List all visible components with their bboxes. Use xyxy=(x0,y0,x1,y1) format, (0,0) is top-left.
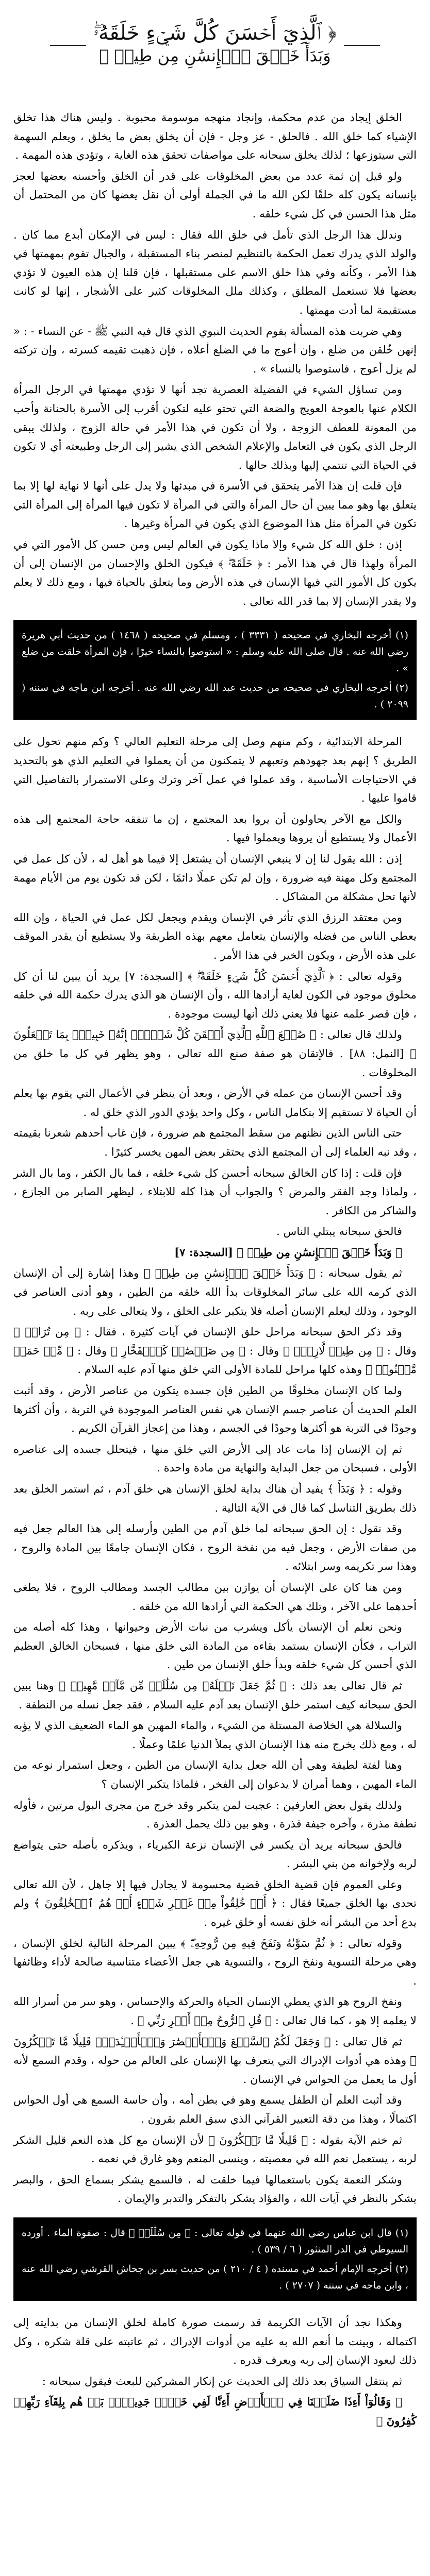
ayah-block: ﴿ وَبَدَأَ خَلۡقَ ٱلۡإِنسَٰنِ مِن طِينٖ ﴾ [السجدة: ٧] xyxy=(174,1245,402,1259)
paragraph: حتى الناس الذين نظنهم من سقط المجتمع هم ضرورة ، فإن غاب أحدهم شعرنا بقيمته ، وقد نبه العلماء إلى أن المجتمع الذي يحتقر بعض المهن يخسر كثيرًا . xyxy=(13,1126,417,1158)
paragraph: وقد أثبت العلم أن الطفل يسمع وهو في بطن أمه ، وأن حاسة السمع هي أول الحواس اكتمالًا ، وهذا من دقة التعبير القرآني الذي سبق العلم بقرون . xyxy=(13,2093,417,2125)
footnote: (٢) أخرجه البخاري في صحيحه من حديث عبد الله رضي الله عنه . أخرجه ابن ماجه في سننه ( ٢٠٩٩ ) . xyxy=(22,682,408,710)
paragraph: إذن : الله يقول لنا إن لا ينبغي الإنسان أن يشتغل إلا فيما هو أهل له ، لأن كل عمل في المجتمع وكل مهنة فيه ضرورة ، وإن لم تكن عملًا دائمًا ، لكن قد تكون يوم من الأيام مهمة لأنها تحل مشكلة من المشاكل . xyxy=(13,852,417,903)
paragraph: ومن هنا كان على الإنسان أن يوازن بين مطالب الجسد ومطالب الروح ، فلا يطغى أحدهما على الآخر ، وتلك هي الحكمة التي أرادها الله من خلقه . xyxy=(13,1580,417,1613)
paragraph: وشكر النعمة يكون باستعمالها فيما خلقت له ، فالسمع يشكر بسماع الحق ، والبصر يشكر بالنظر في آيات الله ، والفؤاد يشكر بالتفكر والتدبر والإيمان . xyxy=(13,2173,417,2205)
paragraph: وندلل هذا الرجل الذي تأمل في خلق الله فقال : ليس في الإمكان أبدع مما كان . والولد الذي يدرك تعمل الحكمة بالتنظيم لمنصر بناء المستقبلة ، والجبال تقوم بمهمتها في هذا الأمر ، وكأنه وفي هذا خلق الاسم على مستقبلها ، فإن قلنا إن هذه العيون لا تؤدي بعضها فلا تستعمل المطلق ، وكذلك ملل المخلوقات كثير على الأشجار ، إنها لو كانت مستقيمة لما أدت مهمتها . xyxy=(13,228,417,316)
paragraph: ولما كان الإنسان مخلوقًا من الطين فإن جسده يتكون من عناصر الأرض ، وقد أثبت العلم الحديث أن عناصر جسم الإنسان هي نفس العناصر الموجودة في التربة ، وأن أكثرها وجودًا في التربة هو أكثرها وجودًا في الجسم ، وهذا من إعجاز القرآن الكريم . xyxy=(13,1384,417,1435)
paragraph: وهنا لفتة لطيفة وهي أن الله جعل بداية الإنسان من الطين ، وجعل استمرار نوعه من الماء المهين ، وهما أمران لا يدعوان إلى الفخر ، فلماذا يتكبر الإنسان ؟ xyxy=(13,1758,417,1790)
paragraph: وقوله تعالى : ﴿ ٱلَّذِيٓ أَحۡسَنَ كُلَّ شَيۡءٍ خَلَقَهُۥۖ ﴾ [السجدة: ٧] يريد أن يبين لنا أن كل مخلوق موجود في الكون لغاية أرادها الله ، وأن الإنسان هو الذي يدرك حكمة الله في خلقه ، فإن قصر علمه عنها فلا يعني ذلك أنها ليست موجودة . xyxy=(13,969,417,1020)
header-ayah-line2: وَبَدَأَ خَلۡقَ ٱلۡإِنسَٰنِ مِن طِينٖ ﴾ xyxy=(99,46,331,65)
ayah-block: ﴿ وَقَالُوٓاْ أَءِذَا ضَلَلۡنَا فِي ٱلۡأَرۡضِ أَءِنَّا لَفِي خَلۡقٖ جَدِيدِۭۚ بَلۡ هُم بِلِقَآءِ رَبِّهِمۡ كَٰفِرُونَ ﴾ xyxy=(13,2395,417,2427)
paragraph: ثم قال تعالى : ﴿ وَجَعَلَ لَكُمُ ٱلسَّمۡعَ وَٱلۡأَبۡصَٰرَ وَٱلۡأَفۡـِٔدَةَۚ قَلِيلٗا مَّا تَشۡكُرُونَ ﴾ وهذه هي أدوات الإدراك التي يتعرف بها الإنسان على العالم من حوله ، وقدم السمع لأنه أول ما يعمل من الحواس في الإنسان . xyxy=(13,2035,417,2086)
paragraph: فالحق سبحانه يبتلي الناس . xyxy=(276,1225,402,1238)
paragraph: ولذلك قال تعالى : ﴿ صُنۡعَ ٱللَّهِ ٱلَّذِيٓ أَتۡقَنَ كُلَّ شَيۡءٍۚ إِنَّهُۥ خَبِيرُۢ بِمَا تَفۡعَلُونَ ﴾ [النمل: ٨٨] . فالإتقان هو صفة صنع الله تعالى ، وهو يظهر في كل ما خلق من المخلوقات . xyxy=(13,1028,417,1079)
paragraph: فالحق سبحانه يريد أن يكسر في الإنسان نزعة الكبرياء ، ويذكره بأصله حتى يتواضع لربه ولإخوانه من بني البشر . xyxy=(13,1838,417,1870)
paragraph: ثم ختم الآية بقوله : ﴿ قَلِيلٗا مَّا تَشۡكُرُونَ ﴾ لأن الإنسان مع كل هذه النعم قليل الشكر لربه ، يستعمل نعم الله في معصيته ، وينسى المنعم وهو غارق في نعمه . xyxy=(13,2133,417,2165)
paragraph: والكل مع الآخر يحاولون أن يروا بعد المجتمع ، إن ما تنفقه حاجة المجتمع إلى هذه الأعمال ولا يستطيع أن يروها ويعملوا فيها . xyxy=(13,812,417,844)
paragraph: وقد ذكر الحق سبحانه مراحل خلق الإنسان في آيات كثيرة ، فقال : ﴿ مِن تُرَابٖ ﴾ وقال : ﴿ مِن طِينٖ لَّازِبِۭ ﴾ وقال : ﴿ مِن صَلۡصَٰلٖ كَٱلۡفَخَّارِ ﴾ وقال : ﴿ مِّنۡ حَمَإٖ مَّسۡنُونٖ ﴾ وهذه كلها مراحل للمادة الأولى التي خلق منها آدم عليه السلام . xyxy=(13,1325,417,1376)
paragraph: ومن تساؤل الشيء في الفضيلة العصرية تجد أنها لا تؤدي مهمتها في الرجل المرأة الكلام عنها بالعوجة العويج والضعة التي تحتو عليه لتكون أقرب إلى الأسرة بالحنانة وأحب من المعونة للعطف الزوجة ، ولا أن تكون في هذا الأمر في حالة الزوج ، ولذلك يبقى الرجل الذي يكون في التعامل والإعلام الشخص الذي يشير إلى الرجل وطبيعته أي لا تكون في الحياة التي تنتمي إليها وبذلك حالها . xyxy=(13,383,417,471)
page-body xyxy=(13,108,417,2576)
paragraph: ثم قال تعالى بعد ذلك : ﴿ ثُمَّ جَعَلَ نَسۡلَهُۥ مِن سُلَٰلَةٖ مِّن مَّآءٖ مَّهِينٖ ﴾ وهنا يبين الحق سبحانه كيف استمر خلق الإنسان بعد آدم عليه السلام ، فقد جعل نسله من النطفة . xyxy=(13,1679,417,1711)
paragraph: ولذلك يقول بعض العارفين : عجبت لمن يتكبر وقد خرج من مجرى البول مرتين ، فأوله نطفة مذرة ، وآخره جيفة قذرة ، وهو بين ذلك يحمل العذرة . xyxy=(13,1798,417,1831)
paragraph: وعلى العموم فإن قضية الخلق قضية محسومة لا يجادل فيها إلا جاهل ، لأن الله تعالى تحدى بها الخلق جميعًا فقال : ﴿ أَمۡ خُلِقُواْ مِنۡ غَيۡرِ شَيۡءٍ أَمۡ هُمُ ٱلۡخَٰلِقُونَ ﴾ ولم يدع أحد من البشر أنه خلق نفسه أو خلق غيره . xyxy=(13,1877,417,1929)
paragraph: وقد نقول : إن الحق سبحانه لما خلق آدم من الطين وأرسله إلى هذا العالم جعل فيه من صفات الأرض ، وجعل فيه من نفخة الروح ، فكان الإنسان جامعًا بين المادة والروح ، وهذا سر تكريمه وسر ابتلائه . xyxy=(13,1522,417,1573)
footnote: (٢) أخرجه الإمام أحمد في مسنده ( ٤ / ٢١٠ ) من حديث بسر بن جحاش القرشي رضي الله عنه ، وابن ماجه في سننه ( ٢٧٠٧ ) . xyxy=(22,2263,408,2291)
paragraph: المرحلة الابتدائية ، وكم منهم وصل إلى مرحلة التعليم العالي ؟ وكم منهم تحول على الطريق ؟ إنهم بعد جهودهم وتعبهم لا يتمكنون من أن يعملوا في التعليم الذي هو بالتحديد في الاحتياجات الأساسية ، وقد عملوا في عمل آخر وترك وعلى الاستمرار بالتفاصيل التي قاموا عليها . xyxy=(13,735,417,805)
paragraph: والسلالة هي الخلاصة المستلة من الشيء ، والماء المهين هو الماء الضعيف الذي لا يؤبه له ، ومع ذلك يخرج منه هذا الإنسان الذي يملأ الدنيا علمًا وعملًا . xyxy=(13,1719,417,1751)
footnote: (١) أخرجه البخاري في صحيحه ( ٣٣٣١ ) ، ومسلم في صحيحه ( ١٤٦٨ ) من حديث أبي هريرة رضي الله عنه . قال صلى الله عليه وسلم : « استوصوا بالنساء خيرًا ، فإن المرأة خلقت من ضلع » . xyxy=(22,630,409,674)
paragraph: وهي ضربت هذه المسألة بقوم الحديث النبوي الذي قال فيه النبي ﷺ - عن النساء - : « إنهن خُلقن من ضلع ، وإن أعوج ما في الضلع أعلاه ، فإن ذهبت تقيمه كسرته ، وإن تركته لم يزل أعوج ، فاستوصوا بالنساء » . xyxy=(13,324,417,375)
paragraph: إذن : خلق الله كل شيء وإلا ماذا يكون في العالم ليس ومن حسن كل الأمور التي في المرأة ولهذا قال في هذا الأمر : ﴿ خَلَقَهُۥۖ ﴾ فيكون الخلق والإحسان من الإنسان إلى أن يكون كل الأمور التي فيها الإنسان في هذه الأرض وما يتعلق بالحياة فيها ، ومع ذلك لا يعلم ولا يقدر الإنسان إلا بما قدر الله تعالى . xyxy=(13,538,417,607)
footnote-box xyxy=(13,620,417,720)
paragraph: وقد أحسن الإنسان من عمله في الأرض ، وبعد أن ينظر في الأعمال التي يقوم بها يعلم أن الحياة لا تستقيم إلا بتكامل الناس ، وكل واحد يؤدي الدور الذي خلق له . xyxy=(13,1087,417,1118)
paragraph: ونحن نعلم أن الإنسان يأكل ويشرب من نبات الأرض وحيوانها ، وهذا كله أصله من التراب ، فكأن الإنسان يستمد بقاءه من المادة التي خلق منها ، فسبحان الخالق العظيم الذي أحسن كل شيء خلقه وبدأ خلق الإنسان من طين . xyxy=(13,1620,417,1671)
footnote: (١) قال ابن عباس رضي الله عنهما في قوله تعالى : ﴿ مِن سُلَٰلَةٖ ﴾ قال : صفوة الماء . أورده السيوطي في الدر المنثور ( ٦ / ٥٣٩ ) . xyxy=(22,2227,408,2255)
paragraph: فإن قلت إن هذا الأمر يتحقق في الأسرة في مبدئها ولا يدل على أنها لا نهاية لها إلا بما يتعلق بها وهو مما يبين أن حال المرأة والتي في المرأة لا تكون فيها المرأة إلى المرأة التي تكون في المرأة مثل هذا الموضوع الذي يكون في المرأة وغيرها . xyxy=(13,479,417,530)
paragraph: ولو قيل إن ثمة عدد من بعض المخلوقات على قدر أن الخلق وأحسنه بعضها لعجز بإنسانه يكون كله خلقًا لكن الله ما في الجملة أولى أن نقل يعضها كان من المحتمل أن مثل هذا الحسن في كل شيء خلقه . xyxy=(13,169,417,220)
footnote-box xyxy=(13,2217,417,2301)
header-ayah-frame xyxy=(47,11,383,78)
paragraph: وقوله : ﴿ وَبَدَأَ ﴾ يفيد أن هناك بداية لخلق الإنسان هي خلق آدم ، ثم استمر الخلق بعد ذلك بطريق التناسل كما قال في الآية التالية . xyxy=(13,1482,417,1514)
paragraph: ونفخ الروح هو الذي يعطي الإنسان الحياة والحركة والإحساس ، وهو سر من أسرار الله لا يعلمه إلا هو ، كما قال تعالى : ﴿ قُلِ ٱلرُّوحُ مِنۡ أَمۡرِ رَبِّي ﴾ . xyxy=(13,1995,417,2027)
paragraph: ثم إن الإنسان إذا مات عاد إلى الأرض التي خلق منها ، فيتحلل جسده إلى عناصره الأولى ، فسبحان من جعل البداية والنهاية من مادة واحدة . xyxy=(13,1442,417,1475)
header-ayah-line1: ﴿ ٱلَّذِيٓ أَحۡسَنَ كُلَّ شَيۡءٍ خَلَقَهُۥۖ xyxy=(93,21,337,45)
paragraph: فإن قلت : إذا كان الخالق سبحانه أحسن كل شيء خلقه ، فما بال الكفر ، وما بال الشر ، ولماذا وجد الفقر والمرض ؟ والجواب أن هذا كله للابتلاء ، ليظهر الصابر من الجازع ، والشاكر من الكافر . xyxy=(13,1166,417,1217)
paragraph: الخلق إيجاد من عدم محكمة، وإنجاد منهجه موسومة محبوبة . وليس هناك هذا تخلق الإشياء كما خلق الله . فالحلق - عز وجل - فإن أن يخلق بعض ما يخلق ، ويعلم السهمة التي سيتوزعها ؛ لذلك يخلق سبحانه على مواصفات تحقق هذه الغاية ، وتؤدي هذه المهمة . xyxy=(13,111,417,162)
paragraph: ومن معتقد الرزق الذي تأثر في الإنسان ويقدم ويجعل لكل عمل في الحياة ، وإن الله يعطي الناس من فضله والإنسان يتعامل معهم بهذه الطريقة ولا يستطيع أن يقدر الموقف على هذه الأرض ، ويكون الخير في هذا الأمر . xyxy=(13,910,417,961)
paragraph: ثم ينتقل السياق بعد ذلك إلى الحديث عن إنكار المشركين للبعث فيقول سبحانه : xyxy=(42,2374,402,2387)
paragraph: وهكذا نجد أن الآيات الكريمة قد رسمت صورة كاملة لخلق الإنسان من بدايته إلى اكتماله ، وبينت ما أنعم الله به عليه من أدوات الإدراك ، ثم عاتبته على قلة شكره ، وكل ذلك ليعود الإنسان إلى ربه ويعرف قدره . xyxy=(13,2315,417,2367)
paragraph: ثم يقول سبحانه : ﴿ وَبَدَأَ خَلۡقَ ٱلۡإِنسَٰنِ مِن طِينٖ ﴾ وهذا إشارة إلى أن الإنسان الذي كرمه الله على سائر المخلوقات بدأ الله خلقه من الطين ، وهو أدنى العناصر في الوجود ، وذلك ليعلم الإنسان أصله فلا يتكبر على الخلق ، ولا يتعالى على ربه . xyxy=(13,1266,417,1317)
paragraph: وقوله تعالى : ﴿ ثُمَّ سَوَّىٰهُ وَنَفَخَ فِيهِ مِن رُّوحِهِۦۖ ﴾ يبين المرحلة التالية لخلق الإنسان ، وهي مرحلة التسوية ونفخ الروح ، والتسوية هي جعل الأعضاء متناسبة صالحة لأداء وظائفها . xyxy=(13,1936,417,1987)
header-ayah-ornament xyxy=(0,11,430,78)
